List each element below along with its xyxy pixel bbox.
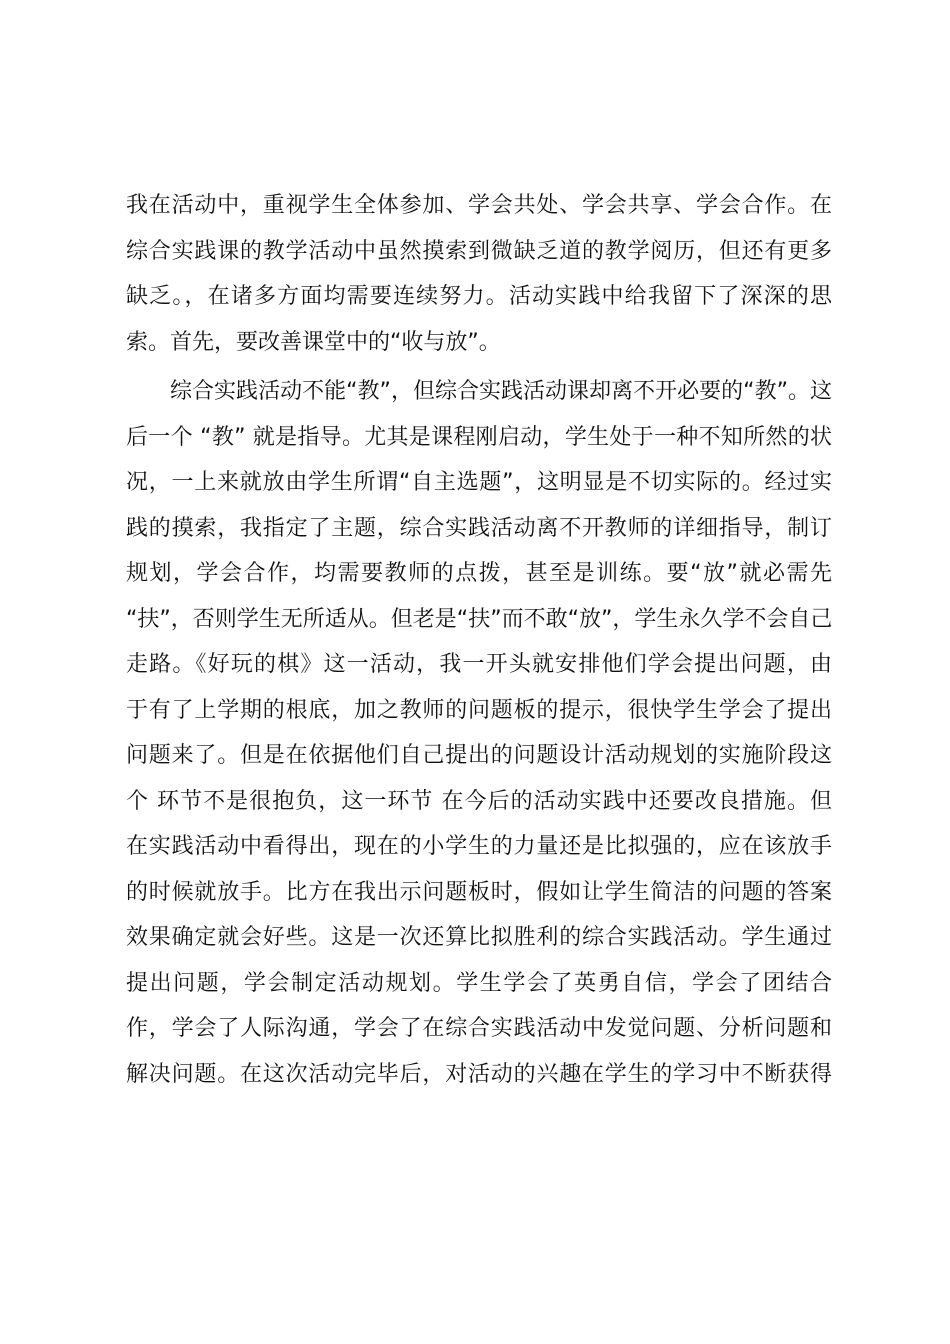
text-line: 问题来了。但是在依据他们自己提出的问题设计活动规划的实施阶段这	[126, 743, 832, 768]
text-line: 效果确定就会好些。这是一次还算比拟胜利的综合实践活动。学生通过	[126, 925, 832, 950]
text-line: 于有了上学期的根底，加之教师的问题板的提示，很快学生学会了提出	[126, 697, 832, 723]
text-line: 解决问题。在这次活动完毕后，对活动的兴趣在学生的学习中不断获得	[126, 1061, 832, 1087]
paragraph-1	[126, 183, 832, 365]
body-text	[126, 183, 832, 1097]
text-line: 缺乏。，在诸多方面均需要连续努力。活动实践中给我留下了深深的思	[126, 284, 832, 309]
text-line: 综合实践课的教学活动中虽然摸索到微缺乏道的教学阅历，但还有更多	[126, 238, 832, 264]
text-line: “扶”，否则学生无所适从。但老是“扶”而不敢“放”，学生永久学不会自己	[126, 606, 833, 632]
text-line: 提出问题，学会制定活动规划。学生学会了英勇自信，学会了团结合	[126, 970, 832, 996]
text-line: 索。首先，要改善课堂中的“收与放”。	[126, 329, 501, 355]
text-line: 践的摸索，我指定了主题，综合实践活动离不开教师的详细指导，制订	[126, 515, 832, 541]
text-line: 规划，学会合作，均需要教师的点拨，甚至是训练。要“放”就必需先	[126, 561, 832, 586]
text-line: 个 环节不是很抱负，这一环节 在今后的活动实践中还要改良措施。但	[126, 788, 832, 814]
text-line: 况，一上来就放由学生所谓“自主选题”，这明显是不切实际的。经过实	[126, 470, 832, 495]
text-line: 后一个 “教” 就是指导。尤其是课程刚启动，学生处于一种不知所然的状	[126, 424, 832, 450]
text-line: 综合实践活动不能“教”，但综合实践活动课却离不开必要的“教”。这	[126, 379, 832, 404]
text-line: 我在活动中，重视学生全体参加、学会共处、学会共享、学会合作。在	[126, 193, 832, 218]
paragraph-2	[126, 369, 832, 1097]
text-line: 走路。《好玩的棋》这一活动，我一开头就安排他们学会提出问题，由	[126, 652, 832, 677]
text-line: 作，学会了人际沟通，学会了在综合实践活动中发觉问题、分析问题和	[126, 1016, 832, 1041]
text-line: 在实践活动中看得出，现在的小学生的力量还是比拟强的，应在该放手	[126, 834, 832, 859]
text-line: 的时候就放手。比方在我出示问题板时，假如让学生简洁的问题的答案	[126, 879, 832, 905]
